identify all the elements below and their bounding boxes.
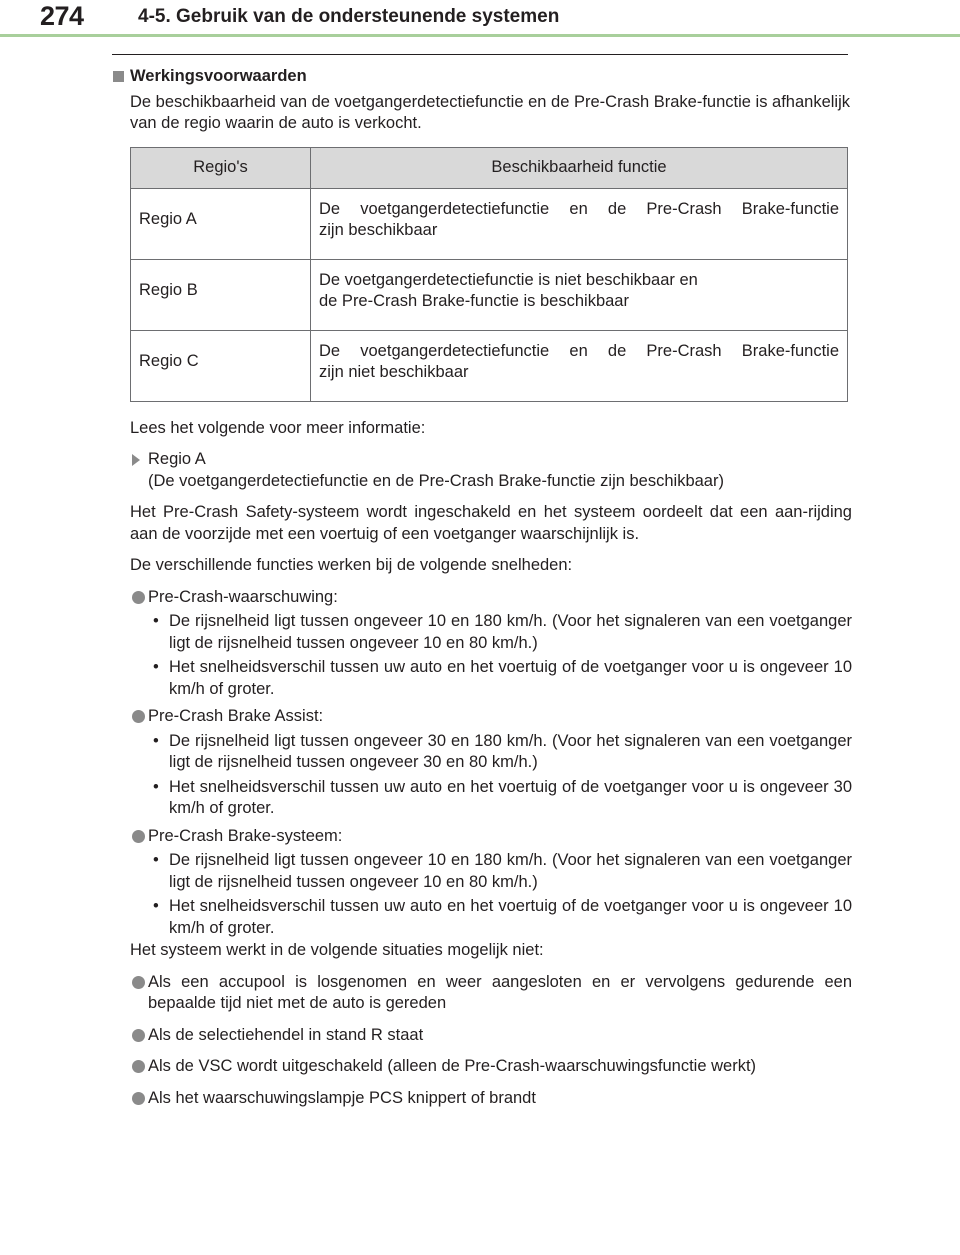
function-list (112, 587, 852, 940)
availability-line: De voetgangerdetectiefunctie en de Pre-Crash Brake-functie (319, 341, 839, 360)
triangle-bullet-icon (132, 454, 140, 466)
availability-line: De voetgangerdetectiefunctie is niet beschikbaar en (319, 270, 698, 289)
section-divider (112, 54, 848, 55)
situation-text: Als het waarschuwingslampje PCS knippert of brandt (148, 1088, 536, 1107)
subheading-text: Werkingsvoorwaarden (130, 67, 307, 85)
function-name: Pre-Crash Brake-systeem: (148, 826, 343, 845)
page-header (0, 0, 960, 38)
condition-item: • De rijsnelheid ligt tussen ongeveer 30 en 180 km/h. (Voor het signaleren van een voetganger ligt de rijsnelheid tussen ongeveer 30 en 80 km/h.) (153, 731, 852, 771)
region-a-heading (112, 449, 852, 492)
table-row (131, 188, 848, 259)
table-row (131, 259, 848, 330)
situation-item (112, 1056, 852, 1078)
not-working-intro: Het systeem werkt in de volgende situaties mogelijk niet: (130, 941, 544, 959)
region-a-title: Regio A (148, 450, 206, 468)
availability-cell (311, 188, 848, 259)
condition-text: Het snelheidsverschil tussen uw auto en het voertuig of de voetganger voor u is ongeveer 30 km/h of groter. (169, 777, 852, 817)
subheading (112, 66, 852, 88)
table-header-availability: Beschikbaarheid functie (311, 147, 848, 188)
square-bullet-icon (113, 71, 124, 82)
circle-bullet-icon (132, 1029, 145, 1042)
circle-bullet-icon (132, 976, 145, 989)
function-item (112, 587, 852, 609)
availability-line: zijn niet beschikbaar (319, 362, 469, 381)
intro-paragraph: De beschikbaarheid van de voetgangerdetectiefunctie en de Pre-Crash Brake-functie is afhankelijk van de regio waarin de auto is verkocht. (130, 92, 851, 132)
section-title: 4-5. Gebruik van de ondersteunende systemen (138, 6, 560, 27)
condition-item: • Het snelheidsverschil tussen uw auto en het voertuig of de voetganger voor u is ongeveer 10 km/h of groter. (153, 897, 852, 937)
page-content (112, 66, 852, 1109)
function-name: Pre-Crash Brake Assist: (148, 707, 324, 725)
region-cell: Regio B (131, 259, 311, 330)
availability-line: de Pre-Crash Brake-functie is beschikbaar (319, 291, 629, 310)
speeds-intro: De verschillende functies werken bij de volgende snelheden: (130, 556, 573, 574)
circle-bullet-icon (132, 591, 145, 604)
availability-table (130, 147, 848, 402)
situation-text: Als de selectiehendel in stand R staat (148, 1025, 424, 1044)
condition-item: • Het snelheidsverschil tussen uw auto en het voertuig of de voetganger voor u is ongeveer 10 km/h of groter. (153, 658, 852, 698)
condition-item: • De rijsnelheid ligt tussen ongeveer 10 en 180 km/h. (Voor het signaleren van een voetganger ligt de rijsnelheid tussen ongeveer 10 en 80 km/h.) (153, 612, 852, 652)
condition-item: • Het snelheidsverschil tussen uw auto en het voertuig of de voetganger voor u is ongeveer 30 km/h of groter. (153, 777, 852, 817)
condition-text: De rijsnelheid ligt tussen ongeveer 10 en 180 km/h. (Voor het signaleren van een voetganger ligt de rijsnelheid tussen ongeveer 10 en 80 km/h.) (169, 612, 852, 652)
availability-line: De voetgangerdetectiefunctie en de Pre-Crash Brake-functie (319, 199, 839, 218)
situation-item (112, 1025, 852, 1047)
condition-text: De rijsnelheid ligt tussen ongeveer 10 en 180 km/h. (Voor het signaleren van een voetganger ligt de rijsnelheid tussen ongeveer 10 en 80 km/h.) (169, 851, 852, 891)
condition-text: De rijsnelheid ligt tussen ongeveer 30 en 180 km/h. (Voor het signaleren van een voetganger ligt de rijsnelheid tussen ongeveer 30 en 80 km/h.) (169, 731, 852, 771)
page-number: 274 (40, 1, 84, 31)
activation-paragraph: Het Pre-Crash Safety-systeem wordt ingeschakeld en het systeem oordeelt dat een aan-rijding aan de voorzijde met een voertuig of een voetganger waarschijnlijk is. (130, 503, 852, 543)
availability-line: zijn beschikbaar (319, 220, 438, 239)
condition-item: • De rijsnelheid ligt tussen ongeveer 10 en 180 km/h. (Voor het signaleren van een voetganger ligt de rijsnelheid tussen ongeveer 10 en 80 km/h.) (153, 851, 852, 891)
circle-bullet-icon (132, 1060, 145, 1073)
function-item (112, 826, 852, 848)
region-cell: Regio C (131, 330, 311, 401)
function-item (112, 706, 852, 728)
situation-list (112, 972, 852, 1110)
header-rule (0, 34, 960, 37)
circle-bullet-icon (132, 710, 145, 723)
function-name: Pre-Crash-waarschuwing: (148, 587, 338, 606)
circle-bullet-icon (132, 1092, 145, 1105)
circle-bullet-icon (132, 830, 145, 843)
more-info-text: Lees het volgende voor meer informatie: (130, 418, 426, 437)
region-a-subtitle: (De voetgangerdetectiefunctie en de Pre-Crash Brake-functie zijn beschikbaar) (148, 471, 724, 490)
region-cell: Regio A (131, 188, 311, 259)
condition-text: Het snelheidsverschil tussen uw auto en het voertuig of de voetganger voor u is ongeveer 10 km/h of groter. (169, 658, 852, 698)
table-header-regions: Regio's (131, 147, 311, 188)
availability-cell (311, 259, 848, 330)
condition-text: Het snelheidsverschil tussen uw auto en het voertuig of de voetganger voor u is ongeveer 10 km/h of groter. (169, 897, 852, 937)
situation-text: Als een accupool is losgenomen en weer aangesloten en er vervolgens gedurende een bepaalde tijd niet met de auto is gereden (148, 972, 852, 1012)
situation-text: Als de VSC wordt uitgeschakeld (alleen de Pre-Crash-waarschuwingsfunctie werkt) (148, 1057, 757, 1075)
situation-item (112, 972, 852, 1015)
availability-cell (311, 330, 848, 401)
situation-item (112, 1088, 852, 1110)
table-row (131, 330, 848, 401)
